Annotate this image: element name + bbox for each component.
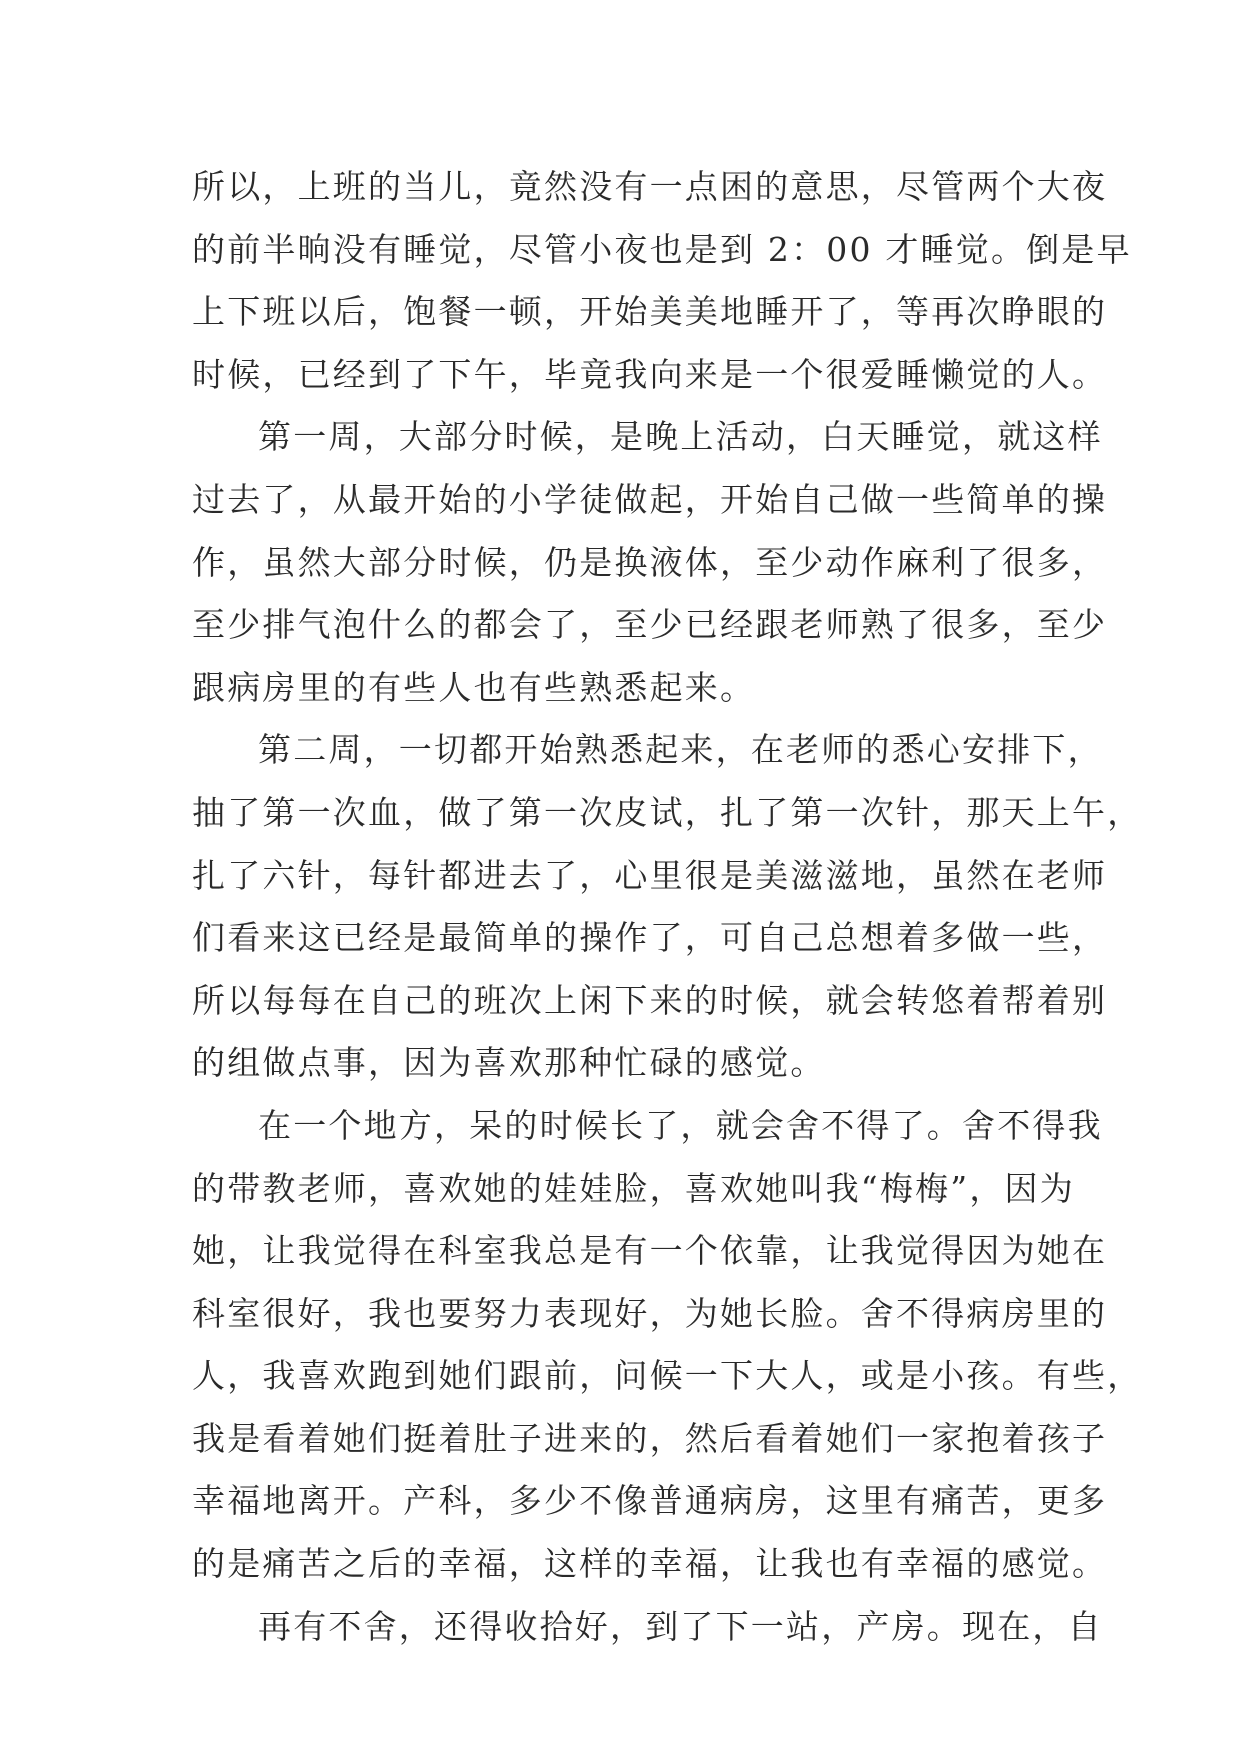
text-line: 扎了六针，每针都进去了，心里很是美滋滋地，虽然在老师 — [192, 855, 1108, 895]
text-line: 至少排气泡什么的都会了，至少已经跟老师熟了很多，至少 — [192, 605, 1108, 645]
text-line: 科室很好，我也要努力表现好，为她长脸。舍不得病房里的 — [192, 1293, 1108, 1333]
text-line: 作，虽然大部分时候，仍是换液体，至少动作麻利了很多， — [192, 542, 1108, 582]
text-line: 人，我喜欢跑到她们跟前，问候一下大人，或是小孩。有些， — [192, 1356, 1143, 1396]
text-line: 的是痛苦之后的幸福，这样的幸福，让我也有幸福的感觉。 — [192, 1544, 1108, 1584]
text-line: 的组做点事，因为喜欢那种忙碌的感觉。 — [192, 1043, 826, 1083]
text-line: 们看来这已经是最简单的操作了，可自己总想着多做一些， — [192, 918, 1108, 958]
text-line: 的前半晌没有睡觉，尽管小夜也是到 2：00 才睡觉。倒是早 — [192, 229, 1132, 269]
text-line: 抽了第一次血，做了第一次皮试，扎了第一次针，那天上午， — [192, 792, 1143, 832]
text-line: 所以每每在自己的班次上闲下来的时候，就会转悠着帮着别 — [192, 980, 1108, 1020]
document-body — [192, 156, 1143, 1658]
text-line: 我是看着她们挺着肚子进来的，然后看着她们一家抱着孩子 — [192, 1418, 1108, 1458]
text-line: 她，让我觉得在科室我总是有一个依靠，让我觉得因为她在 — [192, 1231, 1108, 1271]
paragraph-first-line: 第一周，大部分时候，是晚上活动，白天睡觉，就这样 — [258, 417, 1103, 457]
text-line: 过去了，从最开始的小学徒做起，开始自己做一些简单的操 — [192, 479, 1108, 519]
text-line: 幸福地离开。产科，多少不像普通病房，这里有痛苦，更多 — [192, 1481, 1108, 1521]
text-line: 的带教老师，喜欢她的娃娃脸，喜欢她叫我“梅梅”，因为 — [192, 1168, 1075, 1208]
text-line: 所以，上班的当儿，竟然没有一点困的意思，尽管两个大夜 — [192, 167, 1108, 206]
text-line: 跟病房里的有些人也有些熟悉起来。 — [192, 667, 756, 707]
text-line: 时候，已经到了下午，毕竟我向来是一个很爱睡懒觉的人。 — [192, 354, 1108, 394]
paragraph-first-line: 在一个地方，呆的时候长了，就会舍不得了。舍不得我 — [258, 1105, 1103, 1145]
paragraph-first-line: 第二周，一切都开始熟悉起来，在老师的悉心安排下， — [258, 730, 1103, 770]
paragraph-first-line: 再有不舍，还得收拾好，到了下一站，产房。现在，自 — [258, 1606, 1103, 1646]
text-line: 上下班以后，饱餐一顿，开始美美地睡开了，等再次睁眼的 — [192, 292, 1108, 332]
